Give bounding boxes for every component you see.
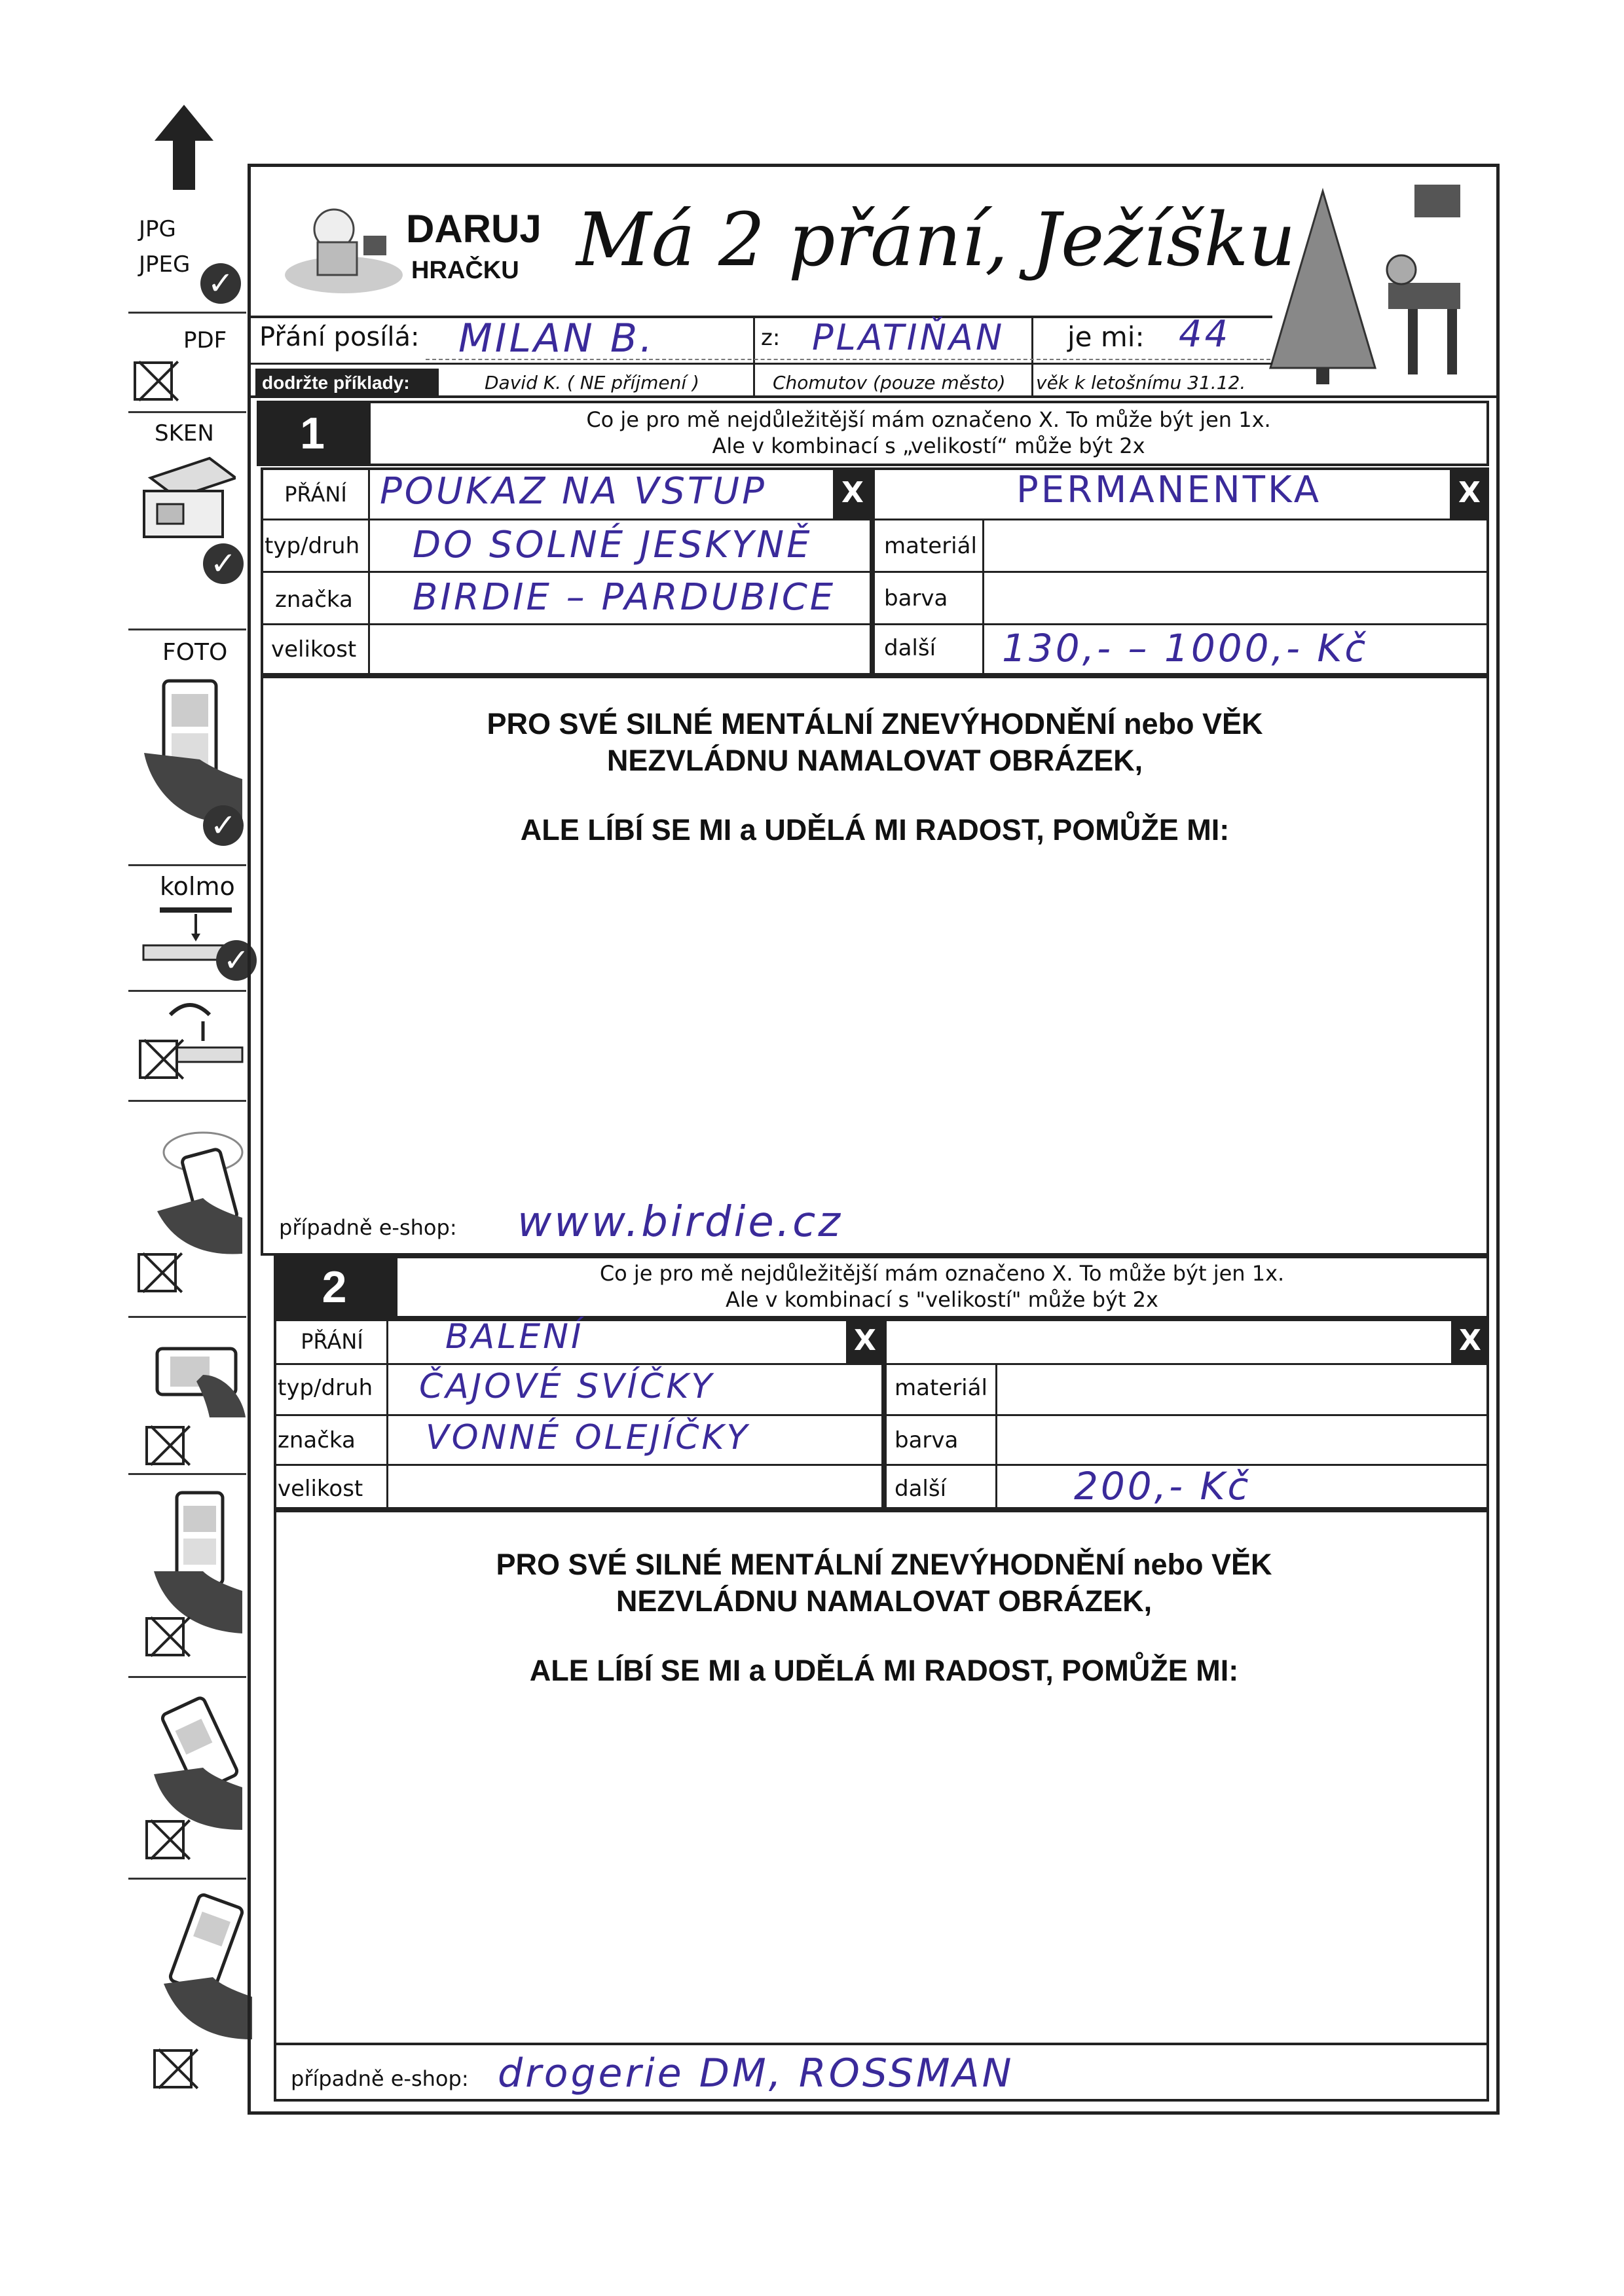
examples-label: dodržte příklady:	[255, 369, 439, 397]
wish-1-label-material: materiál	[884, 533, 977, 559]
wish-2-label-size: velikost	[278, 1476, 363, 1502]
cross-icon	[134, 361, 173, 401]
scanner-icon	[138, 452, 236, 543]
wish-1-instruction-1: Co je pro mě nejdůležitější mám označeno X. To může být jen 1x.	[586, 407, 1271, 432]
cross-icon	[145, 1820, 185, 1859]
age-label: je mi:	[1067, 321, 1145, 353]
santa-logo-icon	[282, 196, 406, 295]
check-icon: ✓	[216, 940, 257, 981]
phone-closeup-icon	[144, 1486, 249, 1637]
wish-1-instruction-2: Ale v kombinací s „velikostí“ může být 2x	[712, 433, 1145, 458]
cross-icon	[145, 1617, 185, 1656]
wish-2-notice-line-3: ALE LÍBÍ SE MI a UDĚLÁ MI RADOST, POMŮŽE MI:	[529, 1654, 1239, 1687]
wish-1-label-color: barva	[884, 585, 948, 611]
age-value: 44	[1179, 313, 1231, 355]
wish-1-value-brand: BIRDIE – PARDUBICE	[413, 576, 836, 619]
wish-2-value-type: ČAJOVÉ SVÍČKY	[419, 1367, 715, 1406]
wish-2-label-type: typ/druh	[278, 1375, 373, 1401]
format-jpg-label: JPG	[139, 216, 176, 242]
wish-1-notice-line-2: NEZVLÁDNU NAMALOVAT OBRÁZEK,	[606, 744, 1143, 777]
wish-1-notice-line-1: PRO SVÉ SILNÉ MENTÁLNÍ ZNEVÝHODNĚNÍ nebo VĚK	[487, 707, 1263, 740]
wish-1-label-wish: PŘÁNÍ	[284, 482, 347, 507]
wish-1-label-other: další	[884, 635, 936, 661]
wish-2-notice-line-2: NEZVLÁDNU NAMALOVAT OBRÁZEK,	[616, 1584, 1153, 1618]
phone-rotated-icon	[157, 1886, 255, 2043]
wish-1-label-brand: značka	[275, 587, 353, 613]
wish-1-left-x-marker: X	[833, 467, 872, 519]
from-label: z:	[761, 325, 781, 351]
kolmo-label: kolmo	[160, 872, 235, 901]
horizontal-phone-icon	[144, 1336, 249, 1421]
sender-label: Přání posílá:	[259, 322, 420, 352]
phone-angle-icon	[144, 1689, 249, 1833]
example-name: David K. ( NE příjmení )	[485, 372, 699, 393]
from-value: PLATIŇAN	[812, 317, 1005, 358]
wish-2-right-x-marker: X	[1451, 1319, 1489, 1363]
format-jpeg-label: JPEG	[139, 251, 191, 278]
logo-daruj: DARUJ	[406, 207, 542, 251]
format-pdf-label: PDF	[183, 327, 227, 354]
wish-1-eshop-value: www.birdie.cz	[517, 1198, 843, 1247]
wish-1-right-top-value: PERMANENTKA	[1016, 469, 1322, 511]
check-icon: ✓	[203, 805, 244, 846]
wish-2-eshop-value: drogerie DM, ROSSMAN	[498, 2050, 1014, 2096]
tilted-phone-icon	[144, 1126, 249, 1257]
wish-2-value-wish: BALENÍ	[445, 1317, 584, 1357]
cross-icon	[139, 1040, 178, 1079]
wish-2-label-other: další	[895, 1476, 947, 1502]
cross-icon	[153, 2049, 193, 2088]
wish-1-notice-line-3: ALE LÍBÍ SE MI a UDĚLÁ MI RADOST, POMŮŽE MI:	[520, 813, 1230, 847]
check-icon: ✓	[200, 263, 241, 304]
logo-hracku: HRAČKU	[411, 257, 519, 284]
phone-photo-icon	[138, 674, 249, 825]
wish-number-1: 1	[257, 401, 368, 466]
wish-2-value-other: 200,- Kč	[1074, 1464, 1251, 1508]
wish-2-left-x-marker: X	[846, 1319, 884, 1363]
wish-1-right-x-marker: X	[1450, 467, 1489, 519]
page-title: Má 2 přání, Ježíšku	[576, 198, 1296, 283]
wish-2-notice-line-1: PRO SVÉ SILNÉ MENTÁLNÍ ZNEVÝHODNĚNÍ nebo VĚK	[496, 1548, 1272, 1581]
wish-1-eshop-label: případně e-shop:	[279, 1215, 457, 1240]
cross-icon	[145, 1426, 185, 1465]
example-city: Chomutov (pouze město)	[773, 372, 1006, 393]
wish-1-label-size: velikost	[271, 636, 357, 663]
check-icon: ✓	[203, 543, 244, 584]
wish-2-label-material: materiál	[895, 1375, 987, 1401]
christmas-tree-icon	[1257, 172, 1473, 388]
wish-2-eshop-label: případně e-shop:	[291, 2066, 469, 2091]
sender-value: MILAN B.	[458, 316, 655, 361]
wish-2-instruction-2: Ale v kombinací s "velikostí" může být 2x	[726, 1287, 1158, 1312]
wish-2-value-brand: VONNÉ OLEJÍČKY	[426, 1418, 750, 1457]
cross-icon	[138, 1253, 177, 1292]
wish-1-value-type: DO SOLNÉ JESKYNĚ	[413, 524, 813, 566]
wish-1-label-type: typ/druh	[265, 533, 360, 559]
up-arrow-icon	[155, 105, 213, 190]
example-age: věk k letošnímu 31.12.	[1036, 372, 1246, 393]
wish-2-label-brand: značka	[278, 1427, 356, 1453]
wish-number-2: 2	[274, 1256, 395, 1319]
wish-1-value-wish: POUKAZ NA VSTUP	[380, 470, 767, 513]
format-sken-label: SKEN	[155, 420, 214, 446]
wish-2-instruction-1: Co je pro mě nejdůležitější mám označeno X. To může být jen 1x.	[599, 1261, 1285, 1286]
format-foto-label: FOTO	[162, 639, 228, 666]
wish-1-value-other: 130,- – 1000,- Kč	[1002, 626, 1369, 670]
wish-2-label-wish: PŘÁNÍ	[301, 1329, 363, 1354]
wish-2-label-color: barva	[895, 1427, 959, 1453]
